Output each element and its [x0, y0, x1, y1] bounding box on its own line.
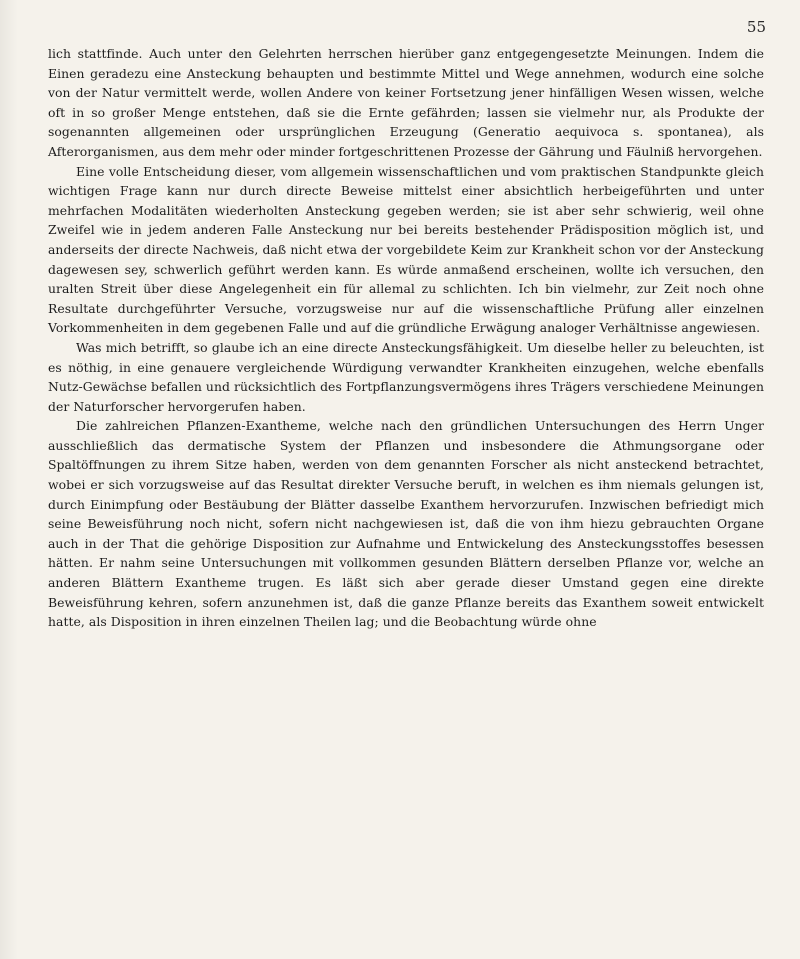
paragraph-3: Was mich betrifft, so glaube ich an eine directe Ansteckungsfähigkeit. Um dieselbe heller zu beleuchten, ist es nöthig, in eine genauere vergleichende Würdigung verwandter Krankheiten einzugehen, welche ebenfalls Nutz-Gewächse befallen und rücksichtlich des Fortpflanzungsvermögens ihres Trägers verschiedene Meinungen der Naturforscher hervorgerufen haben. [48, 339, 764, 414]
page-binding-shadow [0, 0, 18, 959]
page-number: 55 [746, 18, 766, 36]
paragraph-1: lich stattfinde. Auch unter den Gelehrten herrschen hierüber ganz entgegengesetzte Meinungen. Indem die Einen geradezu eine Ansteckung behaupten und bestimmte Mittel und Wege annehmen, wodurch eine solche von der Natur vermittelt werde, wollen Andere von keiner Fortsetzung jener hinfälligen Wesen wissen, welche oft in so großer Menge entstehen, daß sie die Ernte gefährden; lassen sie vielmehr nur, als Produkte der sogenannten allgemeinen oder ursprünglichen Erzeugung (Generatio aequivoca s. spontanea), als Afterorganismen, aus dem mehr oder minder fortgeschrittenen Prozesse der Gährung und Fäulniß hervorgehen. [48, 46, 764, 159]
paragraph-2: Eine volle Entscheidung dieser, vom allgemein wissenschaftlichen und vom praktischen Standpunkte gleich wichtigen Frage kann nur durch directe Beweise mittelst einer absichtlich herbeigeführten und unter mehrfachen Modalitäten wiederholten Ansteckung gegeben werden; sie ist aber sehr schwierig, weil ohne Zweifel wie in jedem anderen Falle Ansteckung nur bei bereits bestehender Prädisposition möglich ist, und anderseits der directe Nachweis, daß nicht etwa der vorgebildete Keim zur Krankheit schon vor der Ansteckung dagewesen sey, schwerlich geführt werden kann. Es würde anmaßend erscheinen, wollte ich versuchen, den uralten Streit über diese Angelegenheit ein für allemal zu schlichten. Ich bin vielmehr, zur Zeit noch ohne Resultate durchgeführter Versuche, vorzugsweise nur auf die wissenschaftliche Prüfung aller einzelnen Vorkommenheiten in dem gegebenen Falle und auf die gründliche Erwägung analoger Verhältnisse angewiesen. [48, 163, 764, 336]
body-text [48, 44, 764, 632]
paragraph-4: Die zahlreichen Pflanzen-Exantheme, welche nach den gründlichen Untersuchungen des Herrn Unger ausschließlich das dermatische System der Pflanzen und insbesondere die Athmungsorgane oder Spaltöffnungen zu ihrem Sitze haben, werden von dem genannten Forscher als nicht ansteckend betrachtet, wobei er sich vorzugsweise auf das Resultat direkter Versuche beruft, in welchen es ihm niemals gelungen ist, durch Einimpfung oder Bestäubung der Blätter dasselbe Exanthem hervorzurufen. Inzwischen befriedigt mich seine Beweisführung noch nicht, sofern nicht nachgewiesen ist, daß die von ihm hiezu gebrauchten Organe auch in der That die gehörige Disposition zur Aufnahme und Entwickelung des Ansteckungsstoffes besessen hätten. Er nahm seine Untersuchungen mit vollkommen gesunden Blättern derselben Pflanze vor, welche an anderen Blättern Exantheme trugen. Es läßt sich aber gerade dieser Umstand gegen eine direkte Beweisführung kehren, sofern anzunehmen ist, daß die ganze Pflanze bereits das Exanthem soweit entwickelt hatte, als Disposition in ihren einzelnen Theilen lag; und die Beobachtung würde ohne [48, 418, 764, 630]
